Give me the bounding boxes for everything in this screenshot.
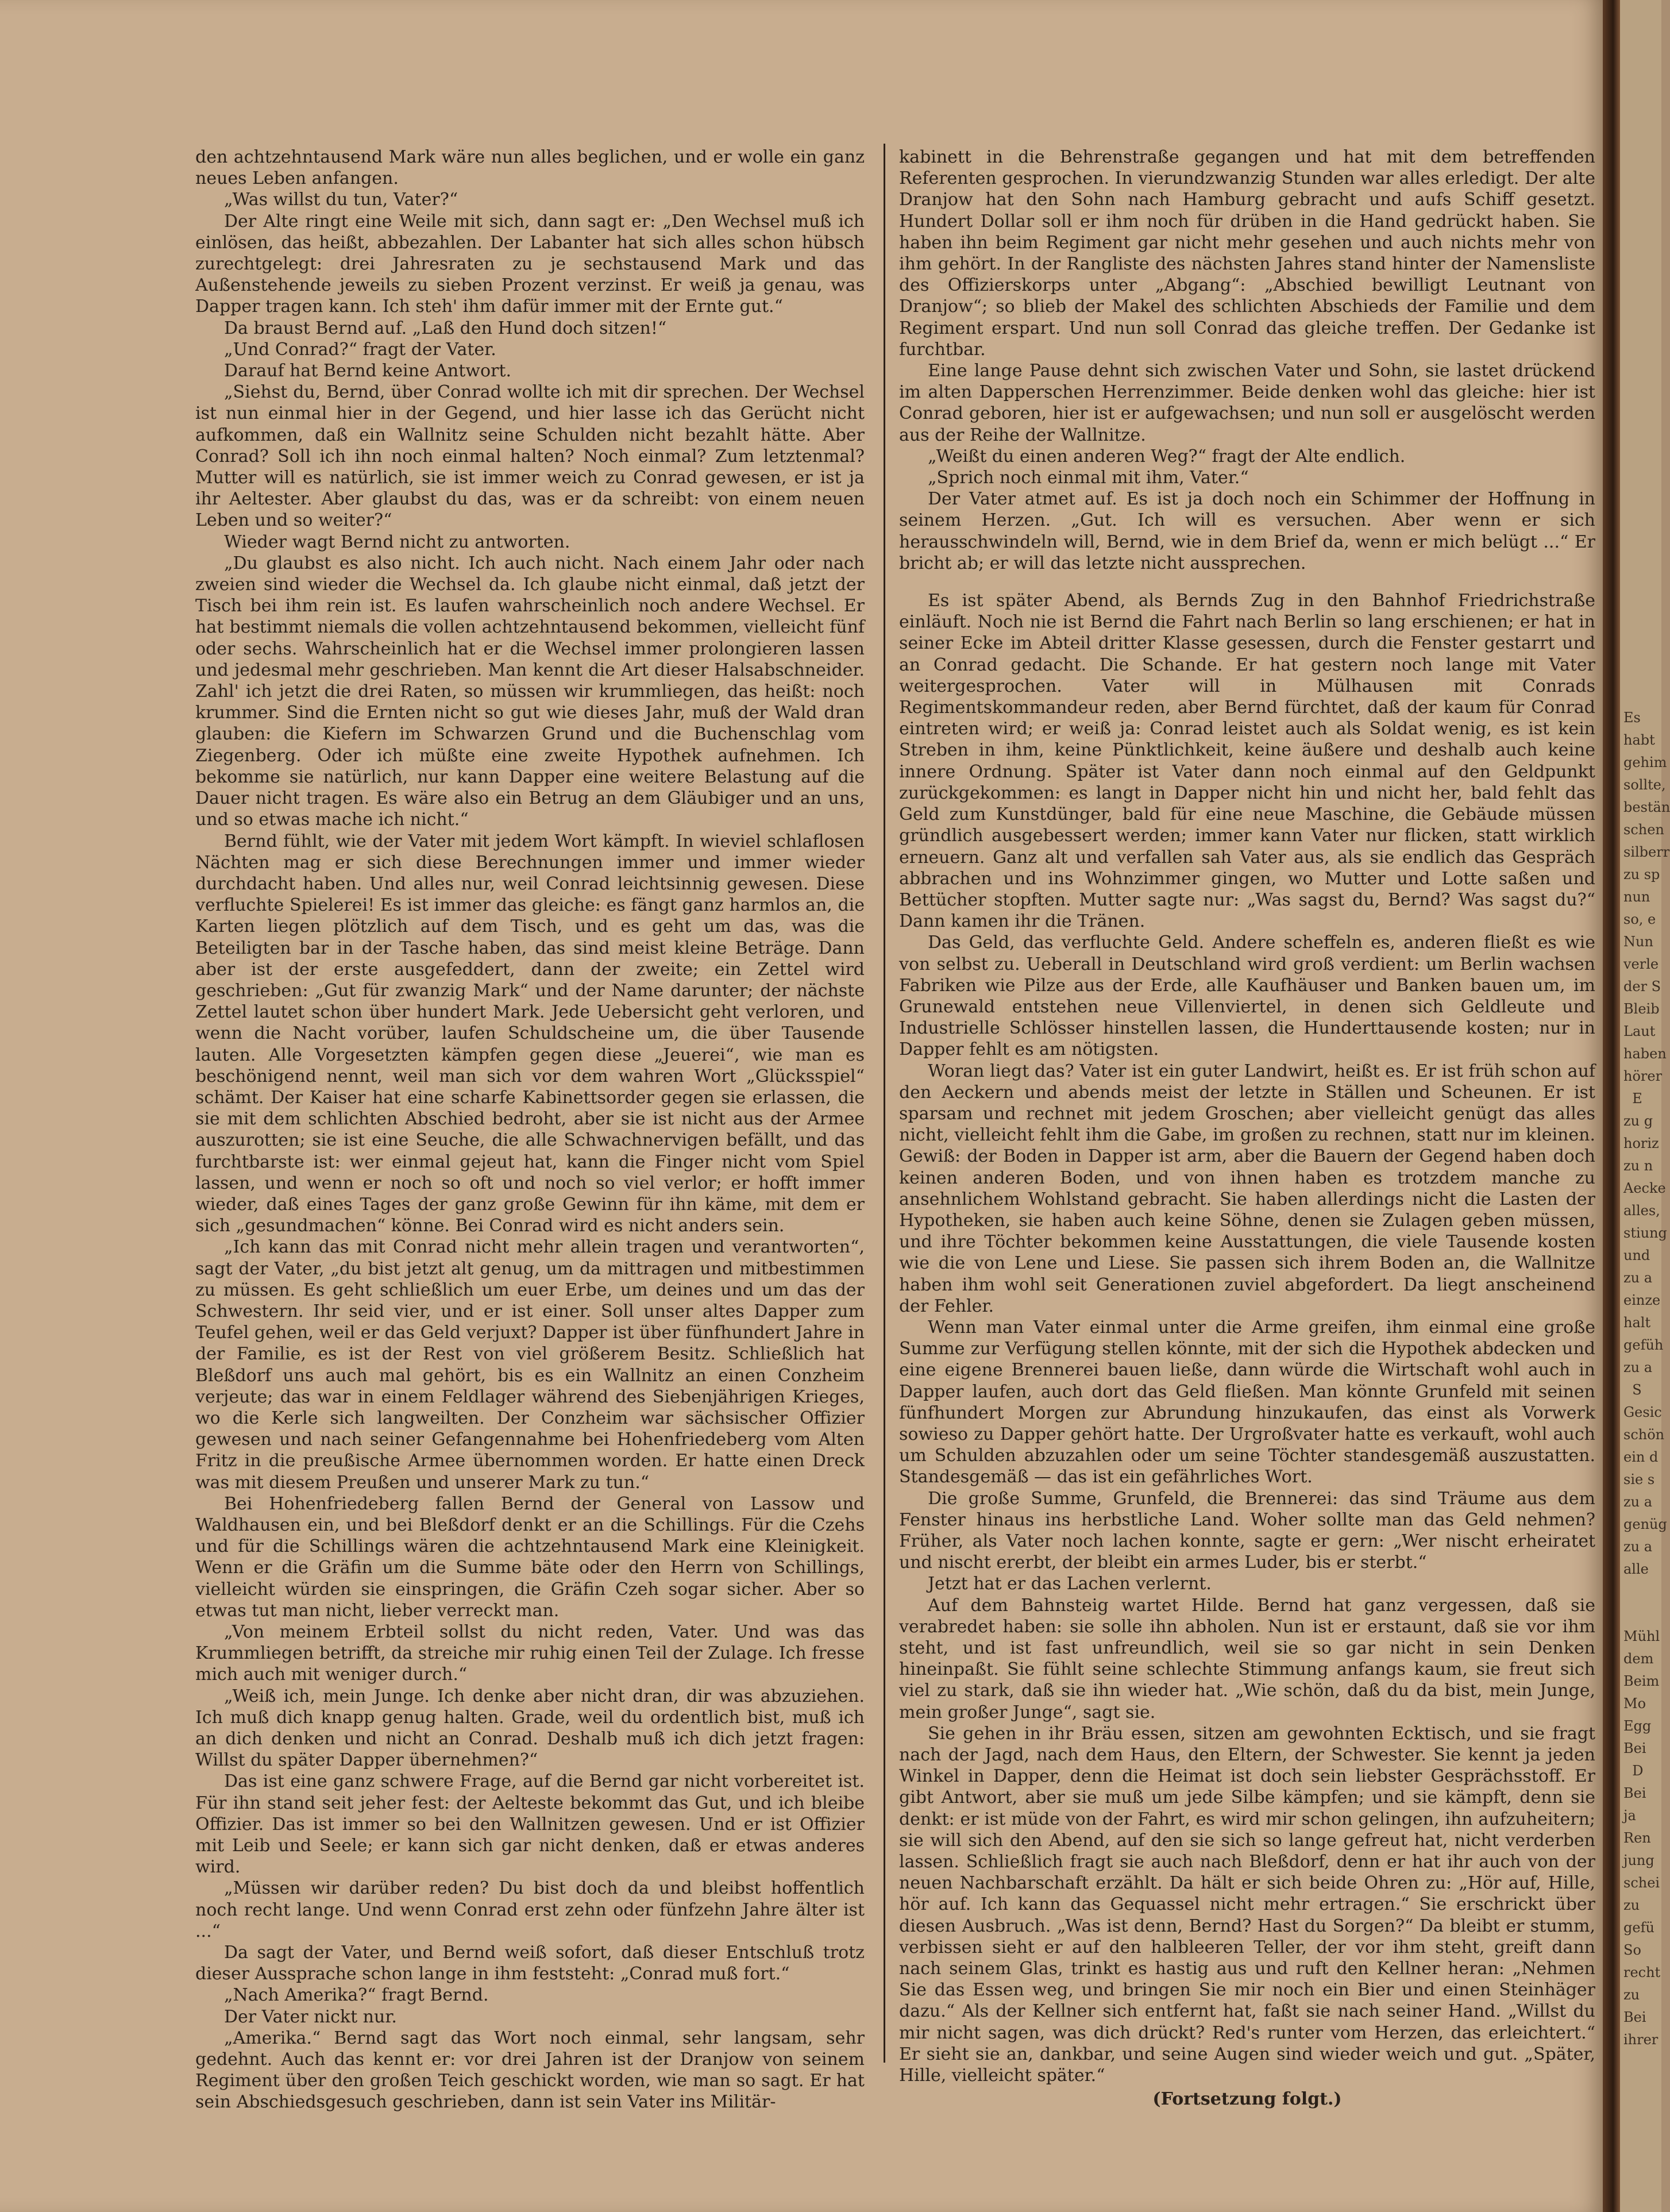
paragraph: Der Vater nickt nur.	[224, 2006, 397, 2027]
left-text-column	[195, 147, 865, 2113]
paragraph: „Nach Amerika?“ fragt Bernd.	[224, 1985, 489, 2006]
paragraph: Der Vater atmet auf. Es ist ja doch noch ein Schimmer der Hoffnung in seinem Herzen. „Gut. Ich will es versuchen. Aber wenn er sich herausschwindeln will, Bernd, wie in dem Brief da, wenn er mich belügt ...“ Er bricht ab; er will das letzte nicht aussprechen.	[899, 489, 1595, 573]
paragraph: Da braust Bernd auf. „Laß den Hund doch sitzen!“	[224, 318, 667, 338]
paragraph: „Weißt du einen anderen Weg?“ fragt der Alte endlich.	[928, 446, 1406, 467]
paragraph: Die große Summe, Grunfeld, die Brennerei: das sind Träume aus dem Fenster hinaus ins herbstliche Land. Woher sollte man das Geld nehmen? Früher, als Vater noch lachen konnte, sagte er gern: „Wer nischt erheiratet und nischt ererbt, der bleibt ein armes Luder, bis er sterbt.“	[899, 1488, 1595, 1573]
paragraph: Darauf hat Bernd keine Antwort.	[224, 361, 511, 381]
paragraph: Sie gehen in ihr Bräu essen, sitzen am gewohnten Ecktisch, und sie fragt nach der Jagd, nach dem Haus, den Eltern, der Schwester. Sie kennt ja jeden Winkel in Dapper, denn die Heimat ist doch sein liebster Gesprächsstoff. Er gibt Antwort, aber sie muß um jede Silbe kämpfen; und sie kämpft, denn sie denkt: er ist müde von der Fahrt, es wird mir schon gelingen, ihn aufzuheitern; sie will sich den Abend, auf den sie sich so lange gefreut hat, nicht verderben lassen. Schließlich fragt sie auch nach Bleßdorf, denn er hat ihr auch von der neuen Nachbarschaft erzählt. Da hält er sich beide Ohren zu: „Hör auf, Hille, hör auf. Ich kann das Gequassel nicht mehr ertragen.“ Sie erschrickt über diesen Ausbruch. „Was ist denn, Bernd? Hast du Sorgen?“ Da bleibt er stumm, verbissen sieht er auf den halbleeren Teller, der vor ihm steht, greift dann nach seinem Glas, trinkt es hastig aus und ruft den Kellner heran: „Nehmen Sie das Essen weg, und bringen Sie mir noch ein Bier und einen Steinhäger dazu.“ Als der Kellner sich entfernt hat, faßt sie nach seiner Hand. „Willst du mir nicht sagen, was dich drückt? Red's runter vom Herzen, das erleichtert.“ Er sieht sie an, dankbar, und seine Augen sind wieder weich und gut. „Später, Hille, vielleicht später.“	[899, 1723, 1595, 2086]
adjacent-page-edge	[1620, 0, 1670, 2212]
paragraph: „Von meinem Erbteil sollst du nicht reden, Vater. Und was das Krummliegen betrifft, da streiche mir ruhig einen Teil der Zulage. Ich fresse mich auch mit weniger durch.“	[195, 1622, 865, 1685]
paragraph: „Ich kann das mit Conrad nicht mehr allein tragen und verantworten“, sagt der Vater, „du bist jetzt alt genug, um da mittragen und mitbestimmen zu müssen. Es geht schließlich um euer Erbe, um deines und um das der Schwestern. Ihr seid vier, und er ist einer. Soll unser altes Dapper zum Teufel gehen, weil er das Geld verjuxt? Dapper ist über fünfhundert Jahre in der Familie, es ist der Rest von viel größerem Besitz. Schließlich hat Bleßdorf uns auch mal gehört, bis es ein Wallnitz an einen Conzheim verjeute; das war in einem Feldlager während des Siebenjährigen Krieges, wo die Kerle sich langweilten. Der Conzheim war sächsischer Offizier gewesen und nach seiner Gefangennahme bei Hohenfriedeberg vom Alten Fritz in die preußische Armee übernommen worden. Er hatte einen Dreck was mit diesem Preußen und unserer Mark zu tun.“	[195, 1237, 865, 1493]
paragraph: Wenn man Vater einmal unter die Arme greifen, ihm einmal eine große Summe zur Verfügung stellen könnte, mit der sich die Hypothek abdecken und eine eigene Brennerei bauen ließe, dann würde die Wirtschaft wohl auch in Dapper laufen, auch dort das Geld fließen. Man könnte Grunfeld mit seinen fünfhundert Morgen zur Abrundung hinzukaufen, das einst als Vorwerk sowieso zu Dapper gehört hatte. Der Urgroßvater hatte es verkauft, wohl auch um Schulden abzuzahlen oder um seine Töchter standesgemäß auszustatten. Standesgemäß — das ist ein gefährliches Wort.	[899, 1317, 1595, 1487]
paragraph: „Amerika.“ Bernd sagt das Wort noch einmal, sehr langsam, sehr gedehnt. Auch das kennt er: vor drei Jahren ist der Dranjow von seinem Regiment über den großen Teich geschickt worden, wie man so sagt. Er hat sein Abschiedsgesuch geschrieben, dann ist sein Vater ins Militär-	[195, 2028, 865, 2113]
paragraph: Auf dem Bahnsteig wartet Hilde. Bernd hat ganz vergessen, daß sie verabredet haben: sie solle ihn abholen. Nun ist er erstaunt, daß sie vor ihm steht, und ist fast unfreundlich, weil sie so gar nicht in sein Denken hineinpaßt. Sie fühlt seine schlechte Stimmung anfangs kaum, sie freut sich viel zu stark, daß sie ihn wieder hat. „Wie schön, daß du da bist, mein Junge, mein großer Junge“, sagt sie.	[899, 1595, 1595, 1722]
paragraph: Bei Hohenfriedeberg fallen Bernd der General von Lassow und Waldhausen ein, und bei Bleßdorf denkt er an die Schillings. Für die Czehs und für die Schillings wären die achtzehntausend Mark eine Kleinigkeit. Wenn er die Gräfin um die Summe bäte oder den Herrn von Schillings, vielleicht würden sie einspringen, die Gräfin Czeh sogar sicher. Aber so etwas tut man nicht, lieber verreckt man.	[195, 1493, 865, 1621]
paragraph: „Du glaubst es also nicht. Ich auch nicht. Nach einem Jahr oder nach zweien sind wieder die Wechsel da. Ich glaube nicht einmal, daß jetzt der Tisch bei ihm rein ist. Es laufen wahrscheinlich noch andere Wechsel. Er hat bestimmt niemals die vollen achtzehntausend bekommen, vielleicht fünf oder sechs. Wahrscheinlich hat er die Wechsel immer prolongieren lassen und jedesmal mehr geschrieben. Man kennt die Art dieser Halsabschneider. Zahl' ich jetzt die drei Raten, so müssen wir krummliegen, das heißt: noch krummer. Sind die Ernten nicht so gut wie dieses Jahr, muß der Wald dran glauben: die Kiefern im Schwarzen Grund und die Buchenschlag vom Ziegenberg. Oder ich müßte eine zweite Hypothek aufnehmen. Ich bekomme sie natürlich, nur kann Dapper eine weitere Belastung auf die Dauer nicht tragen. Es wäre also ein Betrug an dem Gläubiger und an uns, und so etwas mache ich nicht.“	[195, 553, 865, 830]
continuation-note: (Fortsetzung folgt.)	[1152, 2089, 1342, 2110]
adjacent-page-text-fragments: Es habt gehim sollte, bestän schen silberr zu sp nun so, e Nun verle der S Bleib Laut haben hörer E zu g horiz zu n Aecke alles, stiung und zu a einze halt gefüh zu a S Gesic schön ein d sie s zu a genüg zu a alle Mühl dem Beim Mo Egg Bei D Bei ja Ren jung schei zu gefü So recht zu Bei ihrer	[1623, 710, 1670, 2048]
paragraph: „Und Conrad?“ fragt der Vater.	[224, 339, 496, 360]
paragraph: „Weiß ich, mein Junge. Ich denke aber nicht dran, dir was abzuziehen. Ich muß dich knapp genug halten. Grade, weil du ordentlich bist, muß ich an dich denken und nicht an Conrad. Deshalb muß ich dich jetzt fragen: Willst du später Dapper übernehmen?“	[195, 1686, 865, 1771]
paragraph: Bernd fühlt, wie der Vater mit jedem Wort kämpft. In wieviel schlaflosen Nächten mag er sich diese Berechnungen immer und immer wieder durchdacht haben. Und alles nur, weil Conrad leichtsinnig gewesen. Diese verfluchte Spielerei! Es ist immer das gleiche: es fängt ganz harmlos an, die Karten liegen plötzlich auf dem Tisch, und es geht um das, was die Beteiligten bar in der Tasche haben, das sind meist kleine Beträge. Dann aber ist der erste ausgefeddert, dann der zweite; ein Zettel wird geschrieben: „Gut für zwanzig Mark“ und der Name darunter; der nächste Zettel lautet schon über hundert Mark. Jede Uebersicht geht verloren, und wenn die Nacht vorüber, laufen Schuldscheine um, die über Tausende lauten. Alle Vorgesetzten kämpfen gegen diese „Jeuerei“, wie man es beschönigend nennt, weil man sich vor dem wahren Wort „Glücksspiel“ schämt. Der Kaiser hat eine scharfe Kabinettsorder gegen sie erlassen, die sie mit dem schlichten Abschied bedroht, aber sie ist nicht aus der Armee auszurotten; sie ist eine Seuche, die alle Schwachnervigen befällt, und das furchtbarste ist: wer einmal gejeut hat, kann die Finger nicht vom Spiel lassen, und wenn er noch so oft und noch so viel verlor; er hofft immer wieder, daß eines Tages der ganz große Gewinn für ihn käme, mit dem er sich „gesundmachen“ könne. Bei Conrad wird es nicht anders sein.	[195, 831, 865, 1236]
column-divider	[884, 144, 885, 2063]
paragraph: Der Alte ringt eine Weile mit sich, dann sagt er: „Den Wechsel muß ich einlösen, das heißt, abbezahlen. Der Labanter hat sich alles schon hübsch zurechtgelegt: drei Jahresraten zu je sechstausend Mark und das Außenstehende jeweils zu sieben Prozent verzinst. Er weiß ja genau, was Dapper tragen kann. Ich steh' ihm dafür immer mit der Ernte gut.“	[195, 211, 865, 317]
paragraph: Das Geld, das verfluchte Geld. Andere scheffeln es, anderen fließt es wie von selbst zu. Ueberall in Deutschland wird groß verdient: um Berlin wachsen Fabriken wie Pilze aus der Erde, alle Kaufhäuser und Banken bauen um, im Grunewald entstehen neue Villenviertel, in denen sich Geldleute und Industrielle Schlösser hinstellen lassen, die Hunderttausende kosten; nur in Dapper fehlt es am nötigsten.	[899, 932, 1595, 1060]
paragraph: Wieder wagt Bernd nicht zu antworten.	[224, 531, 570, 552]
paragraph: „Was willst du tun, Vater?“	[224, 190, 458, 210]
paragraph: „Sprich noch einmal mit ihm, Vater.“	[928, 468, 1249, 488]
paragraph: Das ist eine ganz schwere Frage, auf die Bernd gar nicht vorbereitet ist. Für ihn stand seit jeher fest: der Aelteste bekommt das Gut, und ich bleibe Offizier. Das ist immer so bei den Wallnitzen gewesen. Und er ist Offizier mit Leib und Seele; er kann sich gar nicht denken, daß er etwas anderes wird.	[195, 1771, 865, 1878]
paragraph: Woran liegt das? Vater ist ein guter Landwirt, heißt es. Er ist früh schon auf den Aeckern und abends meist der letzte in Ställen und Scheunen. Er ist sparsam und rechnet mit jedem Groschen; aber vielleicht genügt das alles nicht, vielleicht fehlt ihm die Gabe, im großen zu rechnen, statt nur im kleinen. Gewiß: der Boden in Dapper ist arm, aber die Bauern der Gegend haben doch keinen anderen Boden, und von ihnen haben es trotzdem manche zu ansehnlichem Wohlstand gebracht. Sie haben allerdings nicht die Lasten der Hypotheken, sie haben auch keine Söhne, denen sie Zulagen geben müssen, und ihre Töchter bekommen keine Ausstattungen, die viele Tausende kosten wie die von Lene und Liese. Sie passen sich ihrem Boden an, die Wallnitze haben ihm wohl seit Generationen zuviel abgefordert. Da liegt anscheinend der Fehler.	[899, 1061, 1595, 1316]
paragraph: den achtzehntausend Mark wäre nun alles beglichen, und er wolle ein ganz neues Leben anfangen.	[195, 147, 865, 189]
paragraph: Da sagt der Vater, und Bernd weiß sofort, daß dieser Entschluß trotz dieser Aussprache schon lange in ihm feststeht: „Conrad muß fort.“	[195, 1943, 865, 1984]
paragraph: „Müssen wir darüber reden? Du bist doch da und bleibst hoffentlich noch recht lange. Und wenn Conrad erst zehn oder fünfzehn Jahre älter ist ...“	[195, 1878, 865, 1941]
paragraph: „Siehst du, Bernd, über Conrad wollte ich mit dir sprechen. Der Wechsel ist nun einmal hier in der Gegend, und hier lasse ich das Gerücht nicht aufkommen, daß ein Wallnitz seine Schulden nicht bezahlt hätte. Aber Conrad? Soll ich ihn noch einmal halten? Noch einmal? Zum letztenmal? Mutter will es natürlich, sie ist immer weich zu Conrad gewesen, er ist ja ihr Aeltester. Aber glaubst du das, was er da schreibt: von einem neuen Leben und so weiter?“	[195, 382, 865, 531]
right-text-column	[899, 147, 1595, 2110]
book-gutter	[1603, 0, 1620, 2212]
paragraph: kabinett in die Behrenstraße gegangen und hat mit dem betreffenden Referenten gesprochen. In vierundzwanzig Stunden war alles erledigt. Der alte Dranjow hat den Sohn nach Hamburg gebracht und aufs Schiff gesetzt. Hundert Dollar soll er ihm noch für drüben in die Hand gedrückt haben. Sie haben ihn beim Regiment gar nicht mehr gesehen und auch nichts mehr von ihm gehört. In der Rangliste des nächsten Jahres stand hinter der Namensliste des Offizierskorps unter „Abgang“: „Abschied bewilligt Leutnant von Dranjow“; so blieb der Makel des schlichten Abschieds der Familie und dem Regiment erspart. Und nun soll Conrad das gleiche treffen. Der Gedanke ist furchtbar.	[899, 147, 1595, 360]
paragraph: Es ist später Abend, als Bernds Zug in den Bahnhof Friedrichstraße einläuft. Noch nie ist Bernd die Fahrt nach Berlin so lang erschienen; er hat in seiner Ecke im Abteil dritter Klasse gesessen, durch die Fenster gestarrt und an Conrad gedacht. Die Schande. Er hat gestern noch lange mit Vater weitergesprochen. Vater will in Mülhausen mit Conrads Regimentskommandeur reden, aber Bernd fürchtet, daß der kaum für Conrad eintreten wird; er weiß ja: Conrad leistet auch als Soldat wenig, es ist kein Streben in ihm, keine Pünktlichkeit, keine äußere und deshalb auch keine innere Ordnung. Später ist Vater dann noch einmal auf den Geldpunkt zurückgekommen: es langt in Dapper nicht hin und nicht her, bald fehlt das Geld zum Kunstdünger, bald für eine neue Maschine, die Gebäude müssen gründlich ausgebessert werden; immer kann Vater nur flicken, statt wirklich erneuern. Ganz alt und verfallen sah Vater aus, als sie endlich das Gespräch abbrachen und ins Wohnzimmer gingen, wo Mutter und Lotte saßen und Bettücher stopften. Mutter sagte nur: „Was sagst du, Bernd? Was sagst du?“ Dann kamen ihr die Tränen.	[899, 591, 1595, 932]
paragraph: Jetzt hat er das Lachen verlernt.	[928, 1574, 1212, 1594]
paragraph: Eine lange Pause dehnt sich zwischen Vater und Sohn, sie lastet drückend im alten Dapperschen Herrenzimmer. Beide denken wohl das gleiche: hier ist Conrad geboren, hier ist er aufgewachsen; und nun soll er ausgelöscht werden aus der Reihe der Wallnitze.	[899, 361, 1595, 445]
